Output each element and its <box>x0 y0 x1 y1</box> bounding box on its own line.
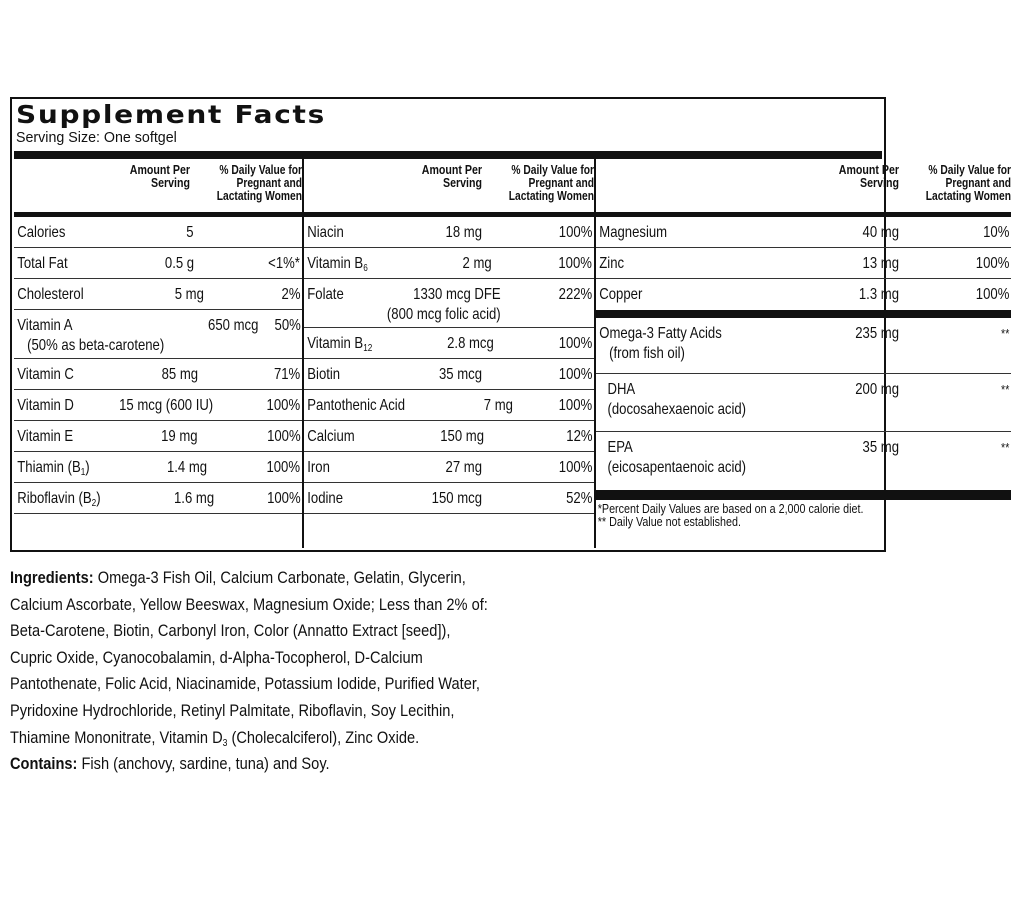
ingredients-label: Ingredients: <box>10 568 94 587</box>
amount-header: Amount Per Serving <box>421 163 482 190</box>
nutrient-row-thiamin: Thiamin $(B_1)$ 1.4 mg 100% <box>14 452 302 483</box>
nutrient-column-2 <box>304 159 596 548</box>
nutrient-row-magnesium: Magnesium 40 mg 10% <box>596 217 1011 248</box>
amount-header: Amount Per Serving <box>129 163 190 190</box>
nutrient-row-iron: Iron 27 mg 100% <box>304 452 594 483</box>
nutrient-row-iodine: Iodine 150 mcg 52% <box>304 483 594 514</box>
nutrient-row-biotin: Biotin 35 mcg 100% <box>304 359 594 390</box>
nutrient-row-zinc: Zinc 13 mg 100% <box>596 248 1011 279</box>
nutrient-row-vitamin-a: Vitamin A (50% as beta-carotene) 650 mcg 50% <box>14 310 302 359</box>
nutrient-row-cholesterol: Cholesterol 5 mg 2% <box>14 279 302 310</box>
thick-divider <box>596 490 1011 500</box>
nutrient-row-total-fat: Total Fat 0.5 g <1%* <box>14 248 302 279</box>
ingredients-statement: Ingredients: Omega-3 Fish Oil, Calcium Carbonate, Gelatin, Glycerin, Calcium Ascorbate, Yellow Beeswax, Magnesium Oxide; Less than 2% of: Beta-Carotene, Biotin, Carbonyl Iron, Color (Annatto Extract [seed]), Cupric Oxide, Cyanocobalamin, d-Alpha-Tocopherol, D-Calcium Pantothenate, Folic Acid, Niacinamide, Potassium Iodide, Purified Water, Pyridoxine Hydrochloride, Retinyl Palmitate, Riboflavin, Soy Lecithin, Thiamine Mononitrate, Vitamin $D_3$ (Cholecalciferol), Zinc Oxide. Contains: Fish (anchovy, sardine, tuna) and Soy. <box>10 568 488 774</box>
nutrient-column-1 <box>14 159 304 548</box>
column-header <box>596 159 1011 217</box>
dv-header: % Daily Value for Pregnant and Lactating Women <box>216 163 302 203</box>
nutrient-row-vitamin-c: Vitamin C 85 mg 71% <box>14 359 302 390</box>
serving-size: Serving Size: One softgel <box>16 129 177 146</box>
nutrient-row-vitamin-b12: Vitamin $B_{12}$ 2.8 mcg 100% <box>304 328 594 359</box>
supplement-facts-panel <box>10 97 1011 552</box>
nutrient-columns <box>14 159 1011 548</box>
dv-header: % Daily Value for Pregnant and Lactating Women <box>508 163 594 203</box>
nutrient-column-3 <box>596 159 1011 548</box>
nutrient-row-calcium: Calcium 150 mg 12% <box>304 421 594 452</box>
nutrient-row-niacin: Niacin 18 mg 100% <box>304 217 594 248</box>
ingredients-text: Omega-3 Fish Oil, Calcium Carbonate, Gelatin, Glycerin, Calcium Ascorbate, Yellow Beeswax, Magnesium Oxide; Less than 2% of: Beta-Carotene, Biotin, Carbonyl Iron, Color (Annatto Extract [seed]), Cupric Oxide, Cyanocobalamin, d-Alpha-Tocopherol, D-Calcium Pantothenate, Folic Acid, Niacinamide, Potassium Iodide, Purified Water, Pyridoxine Hydrochloride, Retinyl Palmitate, Riboflavin, Soy Lecithin, Thiamine Mononitrate, Vitamin D <box>10 568 488 747</box>
nutrient-row-vitamin-e: Vitamin E 19 mg 100% <box>14 421 302 452</box>
nutrient-row-omega-3: Omega-3 Fatty Acids (from fish oil) 235 mg ** <box>596 310 1011 374</box>
nutrient-row-copper: Copper 1.3 mg 100% <box>599 286 1010 303</box>
thick-divider <box>14 151 882 159</box>
nutrient-row-folate: Folate 1330 mcg DFE (800 mcg folic acid) 222% <box>304 279 594 328</box>
nutrient-row-vitamin-b6: Vitamin $B_6$ 2 mg 100% <box>304 248 594 279</box>
footnotes: *Percent Daily Values are based on a 2,000 calorie diet. ** Daily Value not established. <box>597 502 864 529</box>
column-header <box>14 159 302 217</box>
nutrient-row-calories: Calories 5 <box>14 217 302 248</box>
nutrient-row-pantothenic-acid: Pantothenic Acid 7 mg 100% <box>304 390 594 421</box>
contains-label: Contains: <box>10 754 78 774</box>
nutrient-row-riboflavin: Riboflavin $(B_2)$ 1.6 mg 100% <box>14 483 302 514</box>
contains-text: Fish (anchovy, sardine, tuna) and Soy. <box>77 754 330 774</box>
nutrient-row-dha: DHA (docosahexaenoic acid) 200 mg ** <box>596 374 1011 432</box>
dv-header: % Daily Value for Pregnant and Lactating Women <box>925 163 1011 203</box>
panel-title: Supplement Facts <box>16 100 326 129</box>
nutrient-row-epa: EPA (eicosapentaenoic acid) 35 mg ** <box>607 439 1010 476</box>
nutrient-row-vitamin-d: Vitamin D 15 mcg (600 IU) 100% <box>14 390 302 421</box>
amount-header: Amount Per Serving <box>838 163 899 190</box>
column-header <box>304 159 594 217</box>
